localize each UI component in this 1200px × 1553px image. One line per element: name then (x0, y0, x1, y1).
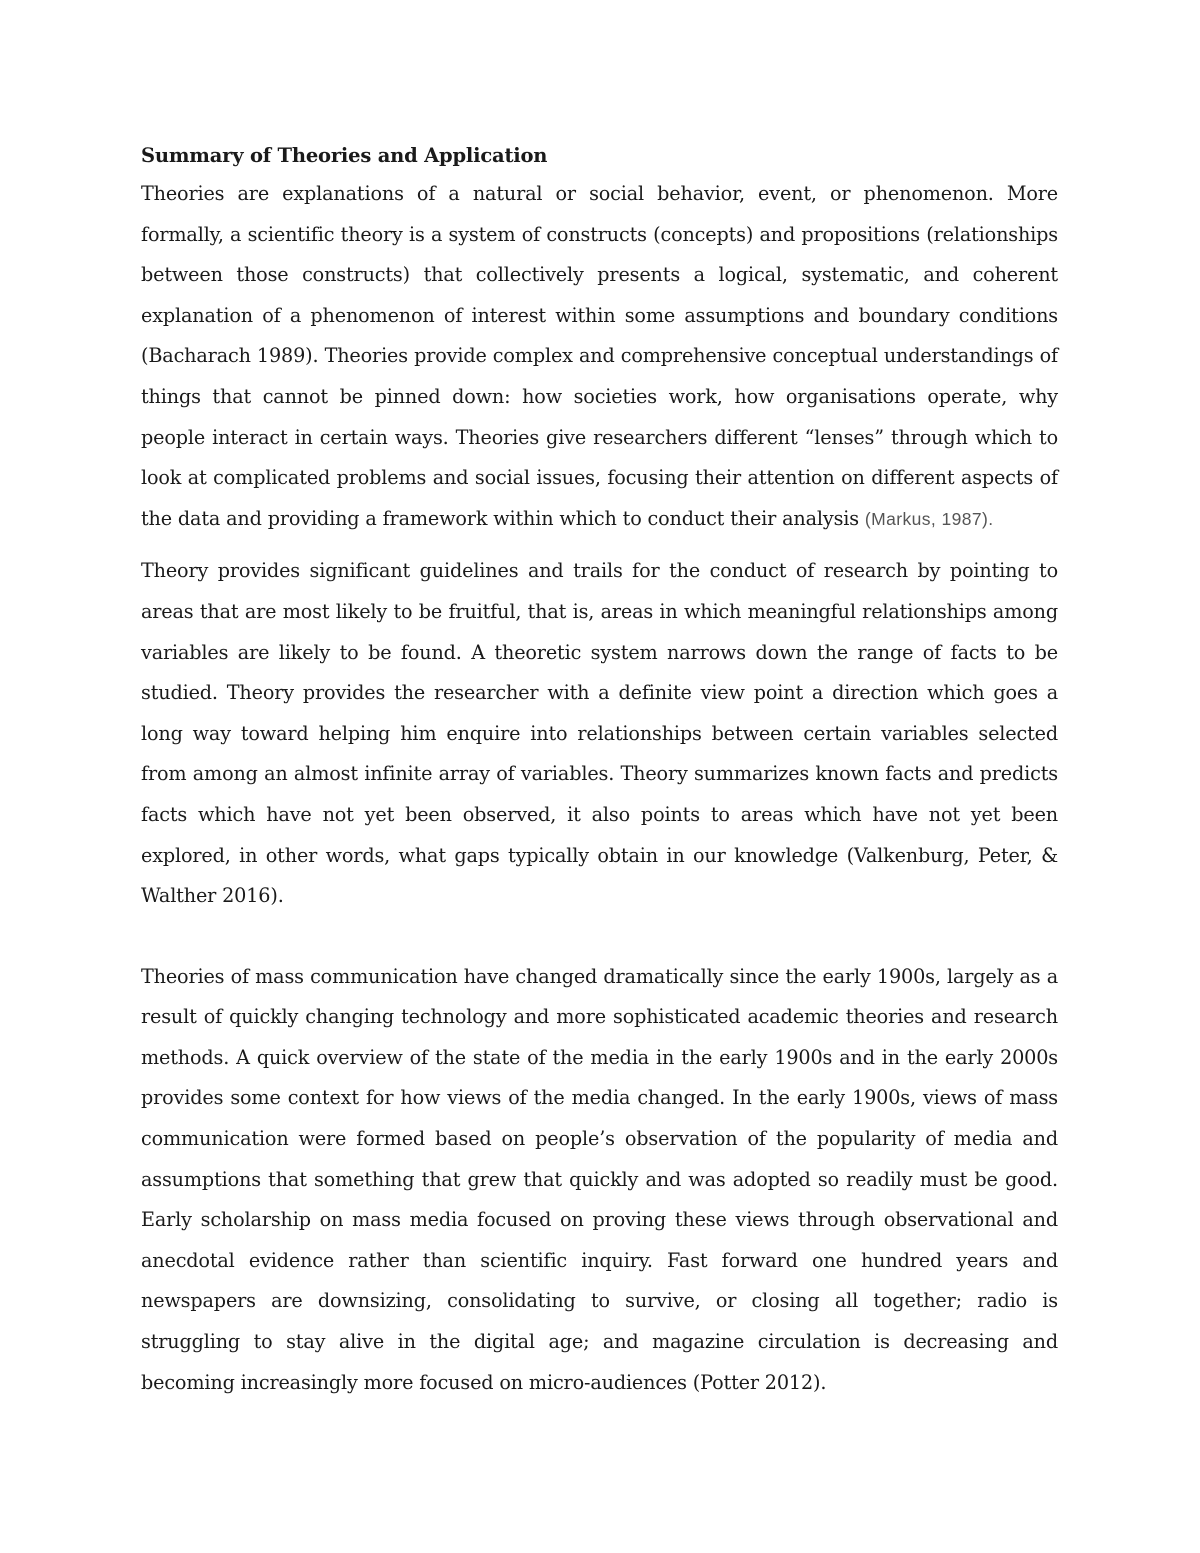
paragraph-mass-communication: Theories of mass communication have changed dramatically since the early 1900s, largely as a result of quickly changing technology and more sophisticated academic theories and research methods. A quick overview of the state of the media in the early 1900s and in the early 2000s provides some context for how views of the media changed. In the early 1900s, views of mass communication were formed based on people’s observation of the popularity of media and assumptions that something that grew that quickly and was adopted so readily must be good. Early scholarship on mass media focused on proving these views through observational and anecdotal evidence rather than scientific inquiry. Fast forward one hundred years and newspapers are downsizing, consolidating to survive, or closing all together; radio is struggling to stay alive in the digital age; and magazine circulation is decreasing and becoming increasingly more focused on micro-audiences (Potter 2012). (141, 964, 1058, 1394)
paragraph-theories-definition (141, 174, 1058, 539)
paragraph-theory-guidelines: Theory provides significant guidelines and trails for the conduct of research by pointing to areas that are most likely to be fruitful, that is, areas in which meaningful relationships among variables are likely to be found. A theoretic system narrows down the range of facts to be studied. Theory provides the researcher with a definite view point a direction which goes a long way toward helping him enquire into relationships between certain variables selected from among an almost infinite array of variables. Theory summarizes known facts and predicts facts which have not yet been observed, it also points to areas which have not yet been explored, in other words, what gaps typically obtain in our knowledge (Valkenburg, Peter, & Walther 2016). (141, 559, 1058, 908)
document-body (141, 138, 1058, 1403)
document-title: Summary of Theories and Application (141, 144, 548, 167)
paragraph-text: Theories are explanations of a natural or social behavior, event, or phenomenon. More formally, a scientific theory is a system of constructs (concepts) and propositions (relationships between those constructs) that collectively presents a logical, systematic, and coherent explanation of a phenomenon of interest within some assumptions and boundary conditions (Bacharach 1989). Theories provide complex and comprehensive conceptual understandings of things that cannot be pinned down: how societies work, how organisations operate, why people interact in certain ways. Theories give researchers different “lenses” through which to look at complicated problems and social issues, focusing their attention on different aspects of the data and providing a framework within which to conduct their analysis (141, 182, 1058, 530)
citation-markus: (Markus, 1987). (864, 508, 994, 529)
